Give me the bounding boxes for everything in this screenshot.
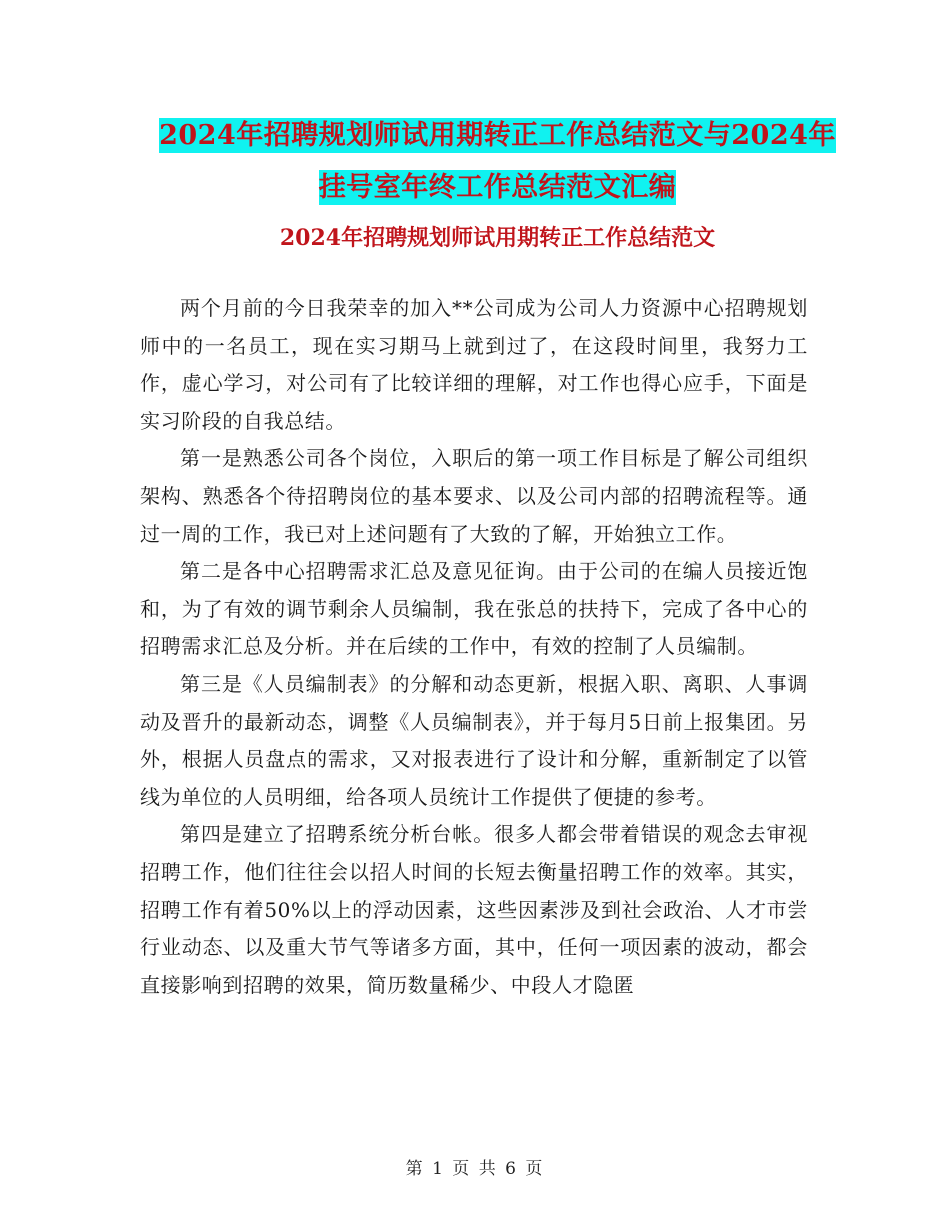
document-title-line-2: 挂号室年终工作总结范文汇编 <box>318 172 677 203</box>
paragraph: 第四是建立了招聘系统分析台帐。很多人都会带着错误的观念去审视招聘工作，他们往往会以招人时间的长短去衡量招聘工作的效率。其实，招聘工作有着50%以上的浮动因素，这些因素涉及到社会政治、人才市尝行业动态、以及重大节气等诸多方面，其中，任何一项因素的波动，都会直接影响到招聘的效果，简历数量稀少、中段人才隐匿 <box>140 822 808 997</box>
document-body <box>140 290 808 1004</box>
paragraph: 第二是各中心招聘需求汇总及意见征询。由于公司的在编人员接近饱和，为了有效的调节剩余人员编制，我在张总的扶持下，完成了各中心的招聘需求汇总及分析。并在后续的工作中，有效的控制了人员编制。 <box>140 559 808 659</box>
paragraph: 第一是熟悉公司各个岗位，入职后的第一项工作目标是了解公司组织架构、熟悉各个待招聘岗位的基本要求、以及公司内部的招聘流程等。通过一周的工作，我已对上述问题有了大致的了解，开始独立工作。 <box>140 446 808 546</box>
paragraph: 第三是《人员编制表》的分解和动态更新，根据入职、离职、人事调动及晋升的最新动态，调整《人员编制表》，并于每月5日前上报集团。另外，根据人员盘点的需求，又对报表进行了设计和分解，重新制定了以管线为单位的人员明细，给各项人员统计工作提供了便捷的参考。 <box>140 671 808 809</box>
document-title <box>140 110 855 214</box>
section-title: 2024年招聘规划师试用期转正工作总结范文 <box>279 225 716 251</box>
paragraph: 两个月前的今日我荣幸的加入**公司成为公司人力资源中心招聘规划师中的一名员工，现在实习期马上就到过了，在这段时间里，我努力工作，虚心学习，对公司有了比较详细的理解，对工作也得心应手，下面是实习阶段的自我总结。 <box>140 296 808 433</box>
document-title-line-1: 2024年招聘规划师试用期转正工作总结范文与2024年 <box>159 120 836 151</box>
page-footer: 第 1 页 共 6 页 <box>405 1159 545 1179</box>
